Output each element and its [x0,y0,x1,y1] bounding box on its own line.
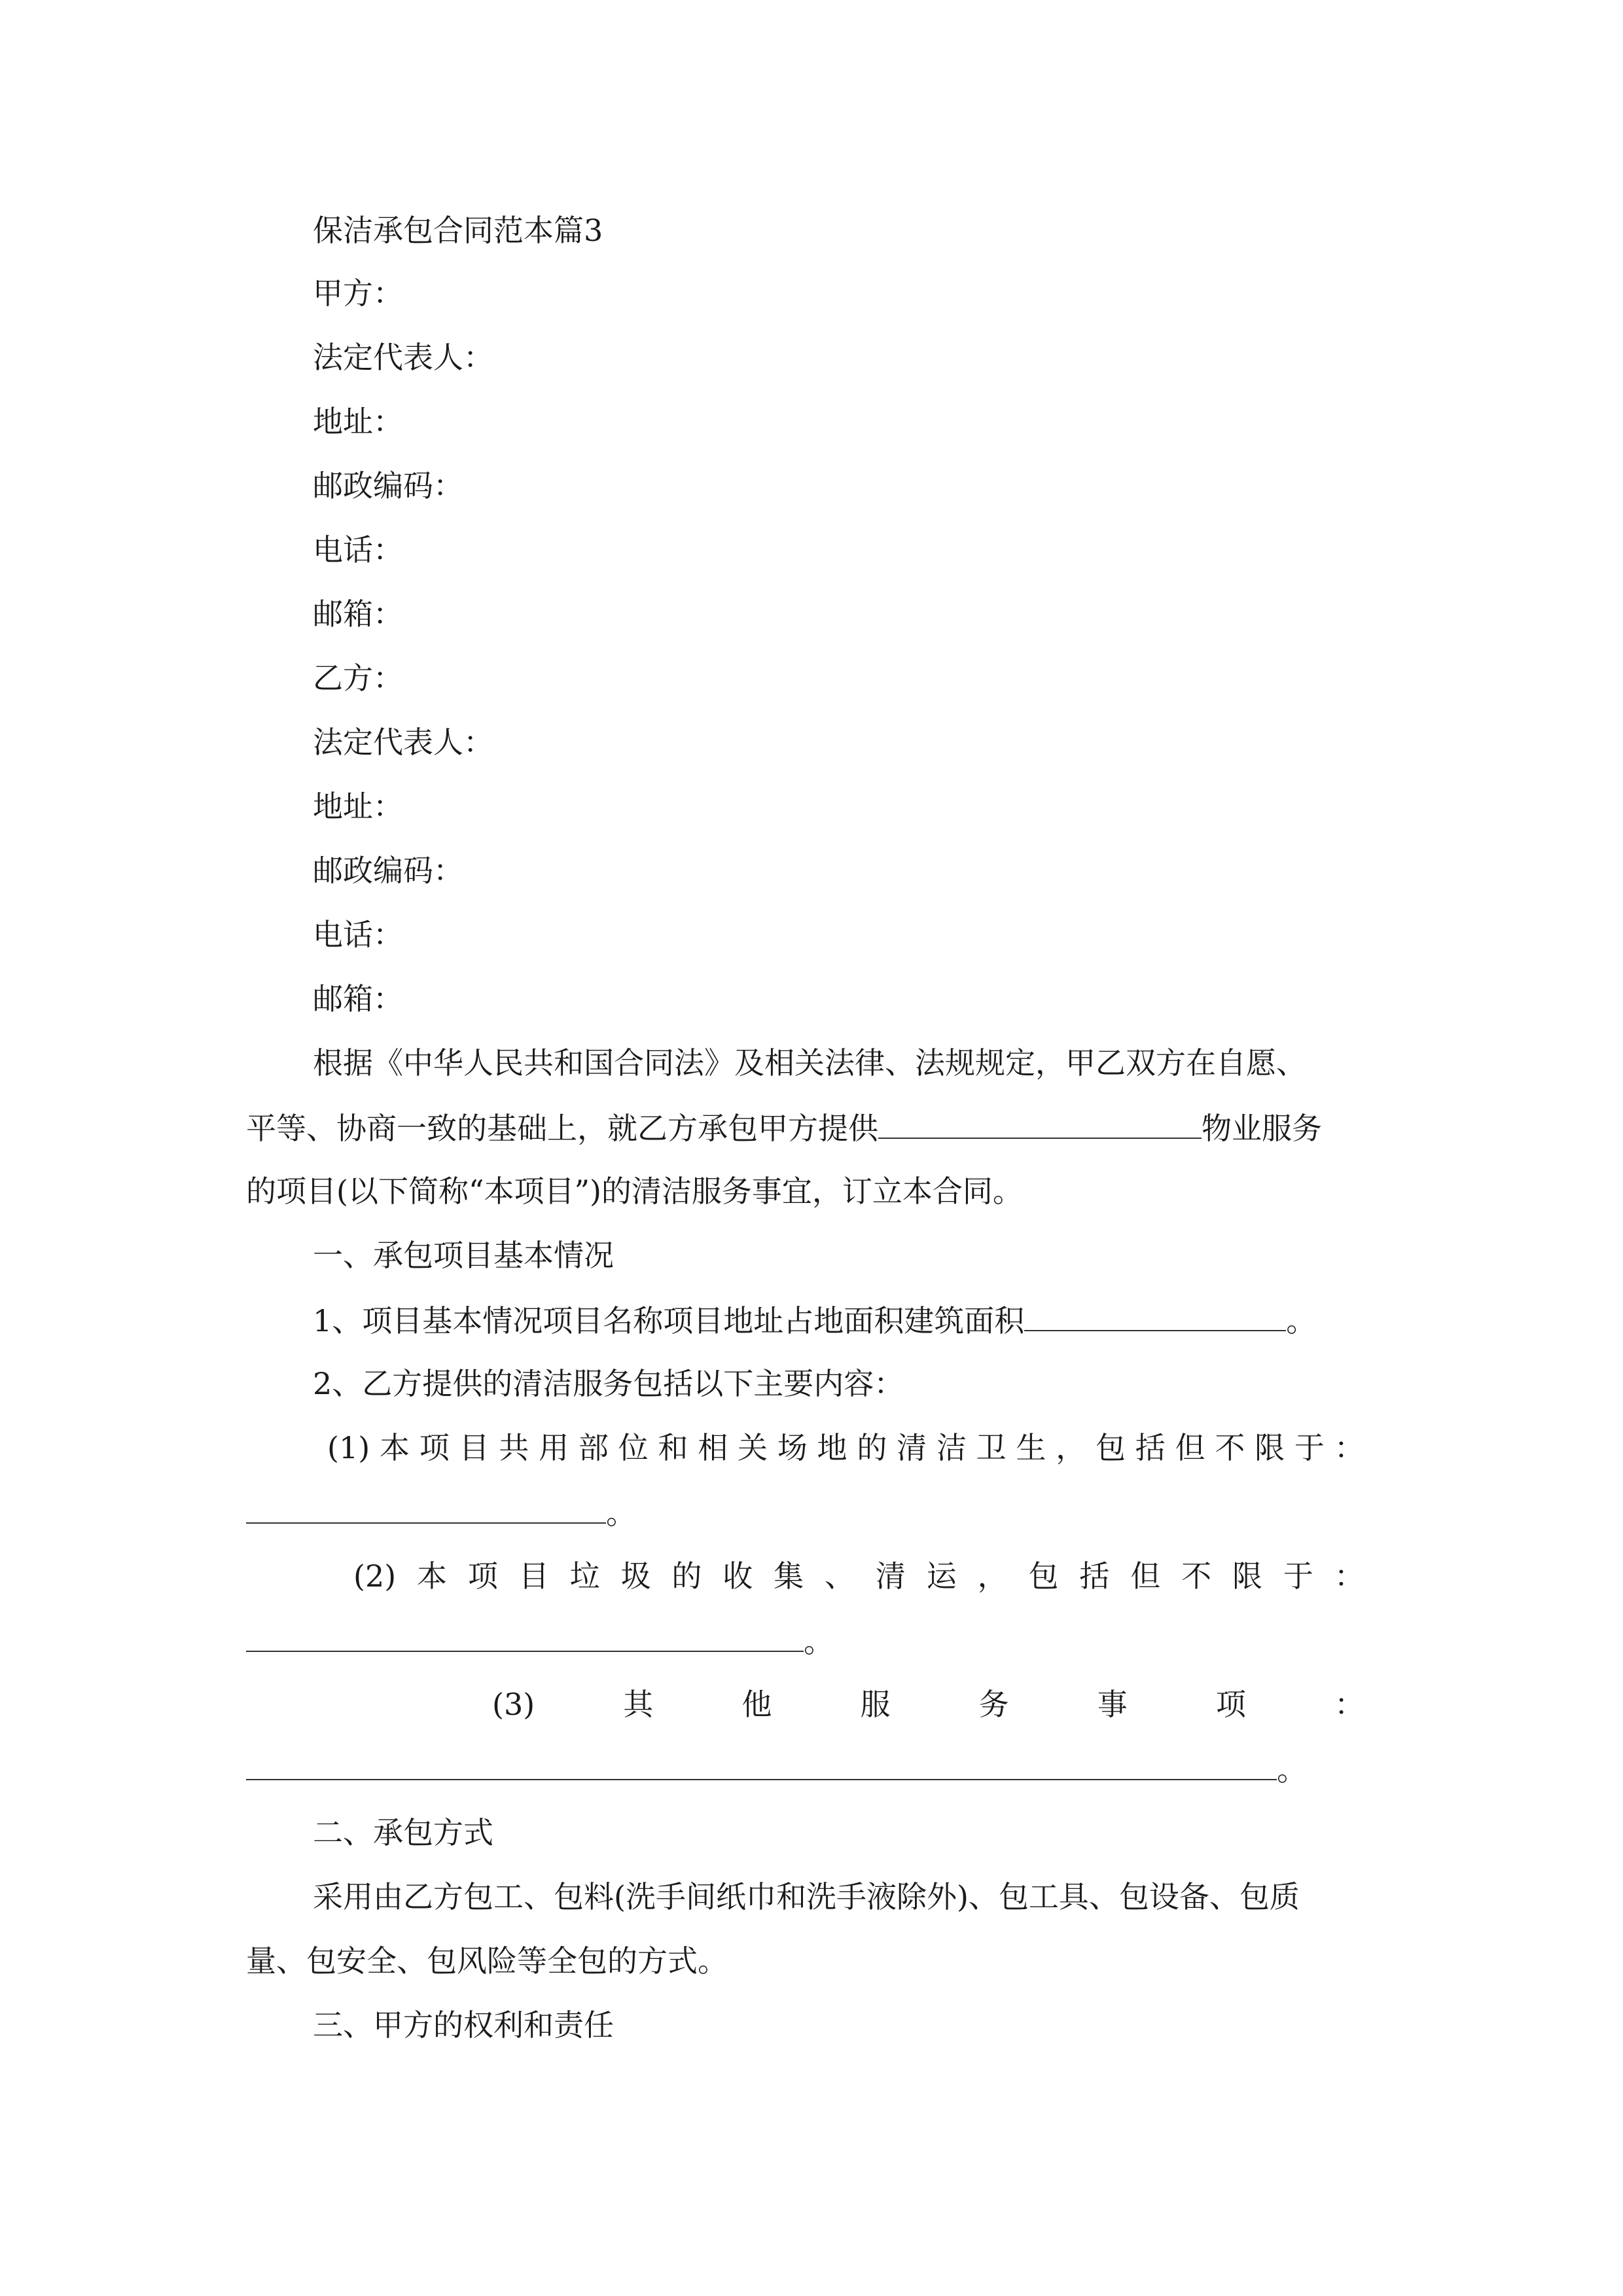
party-a-postcode: 邮政编码： [313,468,463,503]
sub-2-char: 圾 [620,1558,651,1594]
sub-3-char: (3) [492,1687,535,1722]
sub-2-char: 不 [1181,1558,1212,1594]
sub-1-char: 关 [737,1430,768,1465]
sub-item-3-blank-line [246,1749,1307,1789]
party-b-address: 地址： [313,789,403,824]
doc-title: 保洁承包合同范本篇3 [313,213,603,248]
sub-2-char: ， [977,1558,1008,1594]
sub-1-char: 本 [379,1430,410,1465]
sub-2-char: 的 [671,1558,702,1594]
sub-1-char: 卫 [976,1430,1007,1465]
preamble-line-3: 的项目(以下简称“本项目”)的清洁服务事宜，订立本合同。 [246,1174,1023,1209]
sub-1-char: 的 [857,1430,887,1465]
item-1-end: 。 [1286,1303,1317,1338]
sub-1-char: 生 [1016,1430,1046,1465]
sub-1-char: (1) [327,1430,370,1465]
sub-2-blank [246,1621,804,1652]
sub-1-blank [246,1492,606,1524]
party-b-rep: 法定代表人： [313,725,493,760]
section-2-line-2: 量、包安全、包风险等全包的方式。 [246,1943,728,1979]
sub-2-char: 本 [417,1558,448,1594]
sub-2-char: 运 [926,1558,957,1594]
party-b-postcode: 邮政编码： [313,853,463,888]
party-a-email: 邮箱： [313,596,403,632]
sub-item-3-row [492,1685,1364,1724]
sub-2-char: 项 [467,1558,498,1594]
section-1-item-2: 2、乙方提供的清洁服务包括以下主要内容： [313,1366,904,1401]
section-1-heading: 一、承包项目基本情况 [313,1238,614,1273]
party-a-rep: 法定代表人： [313,340,493,375]
party-b-phone: 电话： [313,917,403,952]
sub-2-char: 括 [1079,1558,1110,1594]
sub-1-char: 但 [1175,1430,1205,1465]
preamble-line-1: 根据《中华人民共和国合同法》及相关法律、法规规定，甲乙双方在自愿、 [313,1045,1306,1081]
sub-1-char: 共 [499,1430,529,1465]
sub-3-char: 项 [1215,1687,1246,1722]
sub-1-char: 相 [698,1430,728,1465]
sub-3-end: 。 [1277,1752,1307,1787]
section-3-heading: 三、甲方的权利和责任 [313,2007,614,2043]
sub-item-1-row [327,1428,1364,1467]
sub-3-char: 务 [978,1687,1009,1722]
sub-3-char: 事 [1097,1687,1128,1722]
section-2-heading: 二、承包方式 [313,1815,493,1850]
sub-item-2-row [353,1556,1364,1596]
sub-1-char: 清 [897,1430,927,1465]
sub-2-char: 清 [875,1558,906,1594]
sub-1-char: 目 [459,1430,490,1465]
sub-1-char: 和 [658,1430,688,1465]
sub-3-blank [246,1749,1277,1780]
party-b-label: 乙方： [313,660,403,696]
item-1-text: 1、项目基本情况项目名称项目地址占地面积建筑面积 [313,1303,1025,1338]
sub-3-char: 他 [741,1687,772,1722]
sub-2-char: (2) [353,1558,397,1594]
party-a-phone: 电话： [313,532,403,567]
sub-1-char: 于 [1294,1430,1325,1465]
preamble-line-2 [246,1107,1322,1148]
sub-2-char: 集 [774,1558,804,1594]
sub-1-char: 包 [1096,1430,1126,1465]
property-blank [878,1107,1202,1139]
preamble-line-2-text: 平等、协商一致的基础上，就乙方承包甲方提供 [246,1111,878,1146]
sub-2-char: 目 [518,1558,549,1594]
sub-3-char: ： [1334,1687,1364,1722]
sub-3-char: 其 [623,1687,654,1722]
section-2-line-1: 采用由乙方包工、包料(洗手间纸巾和洗手液除外)、包工具、包设备、包质 [313,1879,1300,1914]
sub-1-char: 括 [1135,1430,1166,1465]
party-a-address: 地址： [313,404,403,439]
sub-1-char: ： [1334,1430,1364,1465]
sub-2-char: 收 [722,1558,753,1594]
sub-1-char: 场 [777,1430,808,1465]
sub-2-end: 。 [804,1624,834,1659]
sub-item-1-blank-line [246,1492,636,1533]
sub-2-char: 包 [1028,1558,1059,1594]
party-a-label: 甲方： [313,276,403,311]
sub-1-char: 限 [1255,1430,1285,1465]
sub-1-char: 项 [419,1430,450,1465]
preamble-line-2-end: 物业服务 [1202,1111,1322,1146]
sub-2-char: ： [1334,1558,1364,1594]
sub-2-char: 垃 [569,1558,600,1594]
sub-1-char: 部 [578,1430,609,1465]
sub-3-char: 服 [860,1687,891,1722]
party-b-email: 邮箱： [313,981,403,1016]
item-1-blank [1024,1300,1286,1331]
section-1-item-1 [313,1300,1316,1340]
sub-2-char: 于 [1283,1558,1313,1594]
sub-2-char: 限 [1232,1558,1263,1594]
sub-2-char: 但 [1130,1558,1161,1594]
sub-2-char: 、 [825,1558,855,1594]
sub-1-char: 位 [618,1430,649,1465]
sub-1-end: 。 [606,1496,636,1531]
sub-1-char: 用 [539,1430,569,1465]
sub-item-2-blank-line [246,1621,834,1661]
sub-1-char: 不 [1215,1430,1245,1465]
sub-1-char: ， [1056,1430,1086,1465]
sub-1-char: 地 [817,1430,847,1465]
sub-1-char: 洁 [936,1430,967,1465]
